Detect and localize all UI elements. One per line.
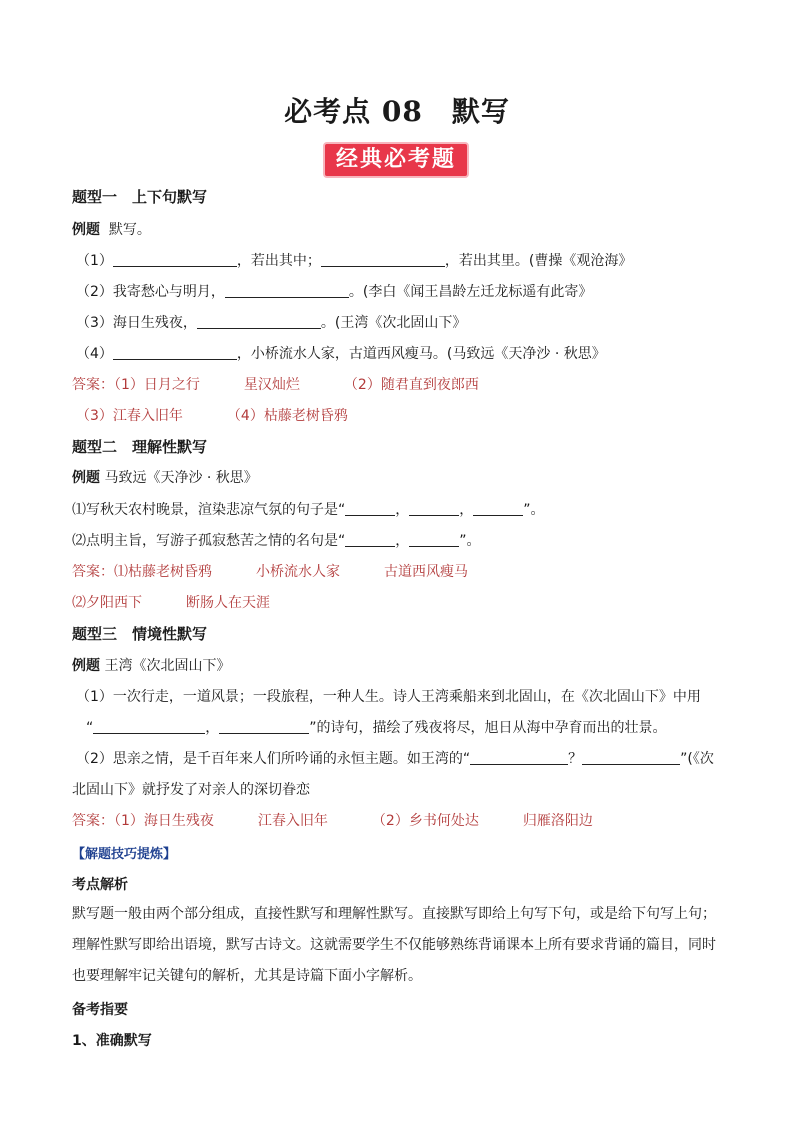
section1-heading: 题型一 上下句默写: [72, 188, 208, 206]
answer-item: 小桥流水人家: [256, 564, 340, 580]
s2-answer-line-2: [72, 592, 270, 612]
s1-answer-line-2: [76, 405, 348, 425]
q-text: ⑵点明主旨，写游子孤寂愁苦之情的名句是“: [72, 533, 346, 549]
answer-item: ⑵夕阳西下: [72, 595, 142, 611]
q-text: ”的诗句，描绘了残夜将尽，旭日从海中孕育而出的壮景。: [309, 720, 667, 736]
example-label: 例题: [72, 222, 100, 238]
answer-item: （2）随君直到夜郎西: [343, 377, 479, 393]
answer-label: 答案：: [72, 377, 114, 393]
answer-blank: [219, 719, 309, 734]
q-text: （3）海日生残夜，: [76, 315, 197, 331]
answer-blank: [345, 532, 395, 547]
answer-item: 断肠人在天涯: [186, 595, 270, 611]
s1-answer-line-1: [72, 374, 479, 394]
q-text: （2）思亲之情，是千百年来人们所吟诵的永恒主题。如王湾的“: [76, 751, 471, 767]
q-text: ，: [205, 720, 220, 736]
answer-blank: [409, 501, 459, 516]
answer-item: 江春入旧年: [257, 813, 328, 829]
q-text: ，若出其中；: [236, 253, 321, 269]
section2-example: [72, 467, 258, 487]
q-text: ，: [395, 502, 410, 518]
q-text: 。(李白《闻王昌龄左迁龙标遥有此寄》: [348, 284, 593, 300]
answer-item: 星汉灿烂: [243, 377, 300, 393]
analysis-heading: 考点解析: [72, 877, 128, 893]
answer-item: 古道西风瘦马: [384, 564, 468, 580]
answer-blank: [582, 750, 680, 765]
s1-question-1: [76, 250, 632, 270]
answer-item: （2）乡书何处达: [371, 813, 479, 829]
classic-question-badge: 经典必考题: [323, 142, 469, 178]
example-text: 王湾《次北固山下》: [104, 658, 231, 674]
answer-item: （1）日月之行: [114, 377, 200, 393]
answer-blank: [225, 283, 349, 298]
q-text: ，若出其里。(曹操《观沧海》: [444, 253, 633, 269]
q-num: （4）: [76, 346, 113, 362]
example-label: 例题: [72, 658, 100, 674]
q-text: “: [86, 720, 94, 736]
s1-question-2: [76, 281, 592, 301]
s2-question-1: [72, 499, 545, 519]
example-label: 例题: [72, 470, 100, 486]
prep-heading: 备考指要: [72, 1002, 128, 1018]
answer-item: ⑴枯藤老树昏鸦: [114, 564, 212, 580]
section3-example: [72, 655, 230, 675]
section3-heading: 题型三 情境性默写: [72, 625, 208, 643]
answer-label: 答案：: [72, 564, 114, 580]
page-title: 必考点 08 默写: [284, 95, 510, 128]
q-text: ，小桥流水人家，古道西风瘦马。(马致远《天净沙 · 秋思》: [236, 346, 606, 362]
answer-blank: [470, 750, 568, 765]
prep-item-1: 1、准确默写: [72, 1033, 152, 1049]
s3-question-1-line-1: （1）一次行走，一道风景；一段旅程，一种人生。诗人王湾乘船来到北固山，在《次北固山下》中用: [76, 689, 701, 705]
answer-item: （4）枯藤老树昏鸦: [226, 408, 348, 424]
q-text: 。(王湾《次北固山下》: [320, 315, 467, 331]
s3-answer-line: [72, 810, 593, 830]
answer-blank: [409, 532, 459, 547]
s3-question-2-line-1: [76, 748, 714, 768]
answer-blank: [345, 501, 395, 516]
q-text: ，: [459, 502, 474, 518]
q-text: ”(《次: [680, 751, 714, 767]
answer-blank: [321, 252, 445, 267]
section1-example: [72, 219, 151, 239]
answer-item: 归雁洛阳边: [522, 813, 593, 829]
s3-question-2-line-2: 北固山下》就抒发了对亲人的深切眷恋: [72, 782, 310, 798]
s1-question-4: [76, 343, 606, 363]
s2-question-2: [72, 530, 481, 550]
answer-blank: [93, 719, 205, 734]
example-text: 马致远《天净沙 · 秋思》: [104, 470, 258, 486]
q-num: （1）: [76, 253, 113, 269]
answer-blank: [473, 501, 523, 516]
example-text: 默写。: [108, 222, 151, 238]
answer-item: （3）江春入旧年: [76, 408, 183, 424]
answer-blank: [113, 252, 237, 267]
answer-blank: [113, 345, 237, 360]
answer-label: 答案：: [72, 813, 114, 829]
q-text: ⑴写秋天农村晚景，渲染悲凉气氛的句子是“: [72, 502, 346, 518]
q-text: ，: [395, 533, 410, 549]
q-text: ”。: [523, 502, 545, 518]
q-text: ？: [568, 751, 583, 767]
tips-heading: 【解题技巧提炼】: [72, 847, 177, 862]
s3-question-1-line-2: [86, 717, 667, 737]
s1-question-3: [76, 312, 466, 332]
q-text: ”。: [459, 533, 481, 549]
s2-answer-line-1: [72, 561, 468, 581]
analysis-paragraph: 默写题一般由两个部分组成，直接性默写和理解性默写。直接默写即给上句写下句，或是给下句写上句；理解性默写即给出语境，默写古诗文。这就需要学生不仅能够熟练背诵课本上所有要求背诵的篇目，同时也要理解牢记关键句的解析，尤其是诗篇下面小字解析。: [72, 906, 716, 984]
section2-heading: 题型二 理解性默写: [72, 438, 208, 456]
q-text: （2）我寄愁心与明月，: [76, 284, 225, 300]
answer-blank: [197, 314, 321, 329]
answer-item: （1）海日生残夜: [114, 813, 214, 829]
